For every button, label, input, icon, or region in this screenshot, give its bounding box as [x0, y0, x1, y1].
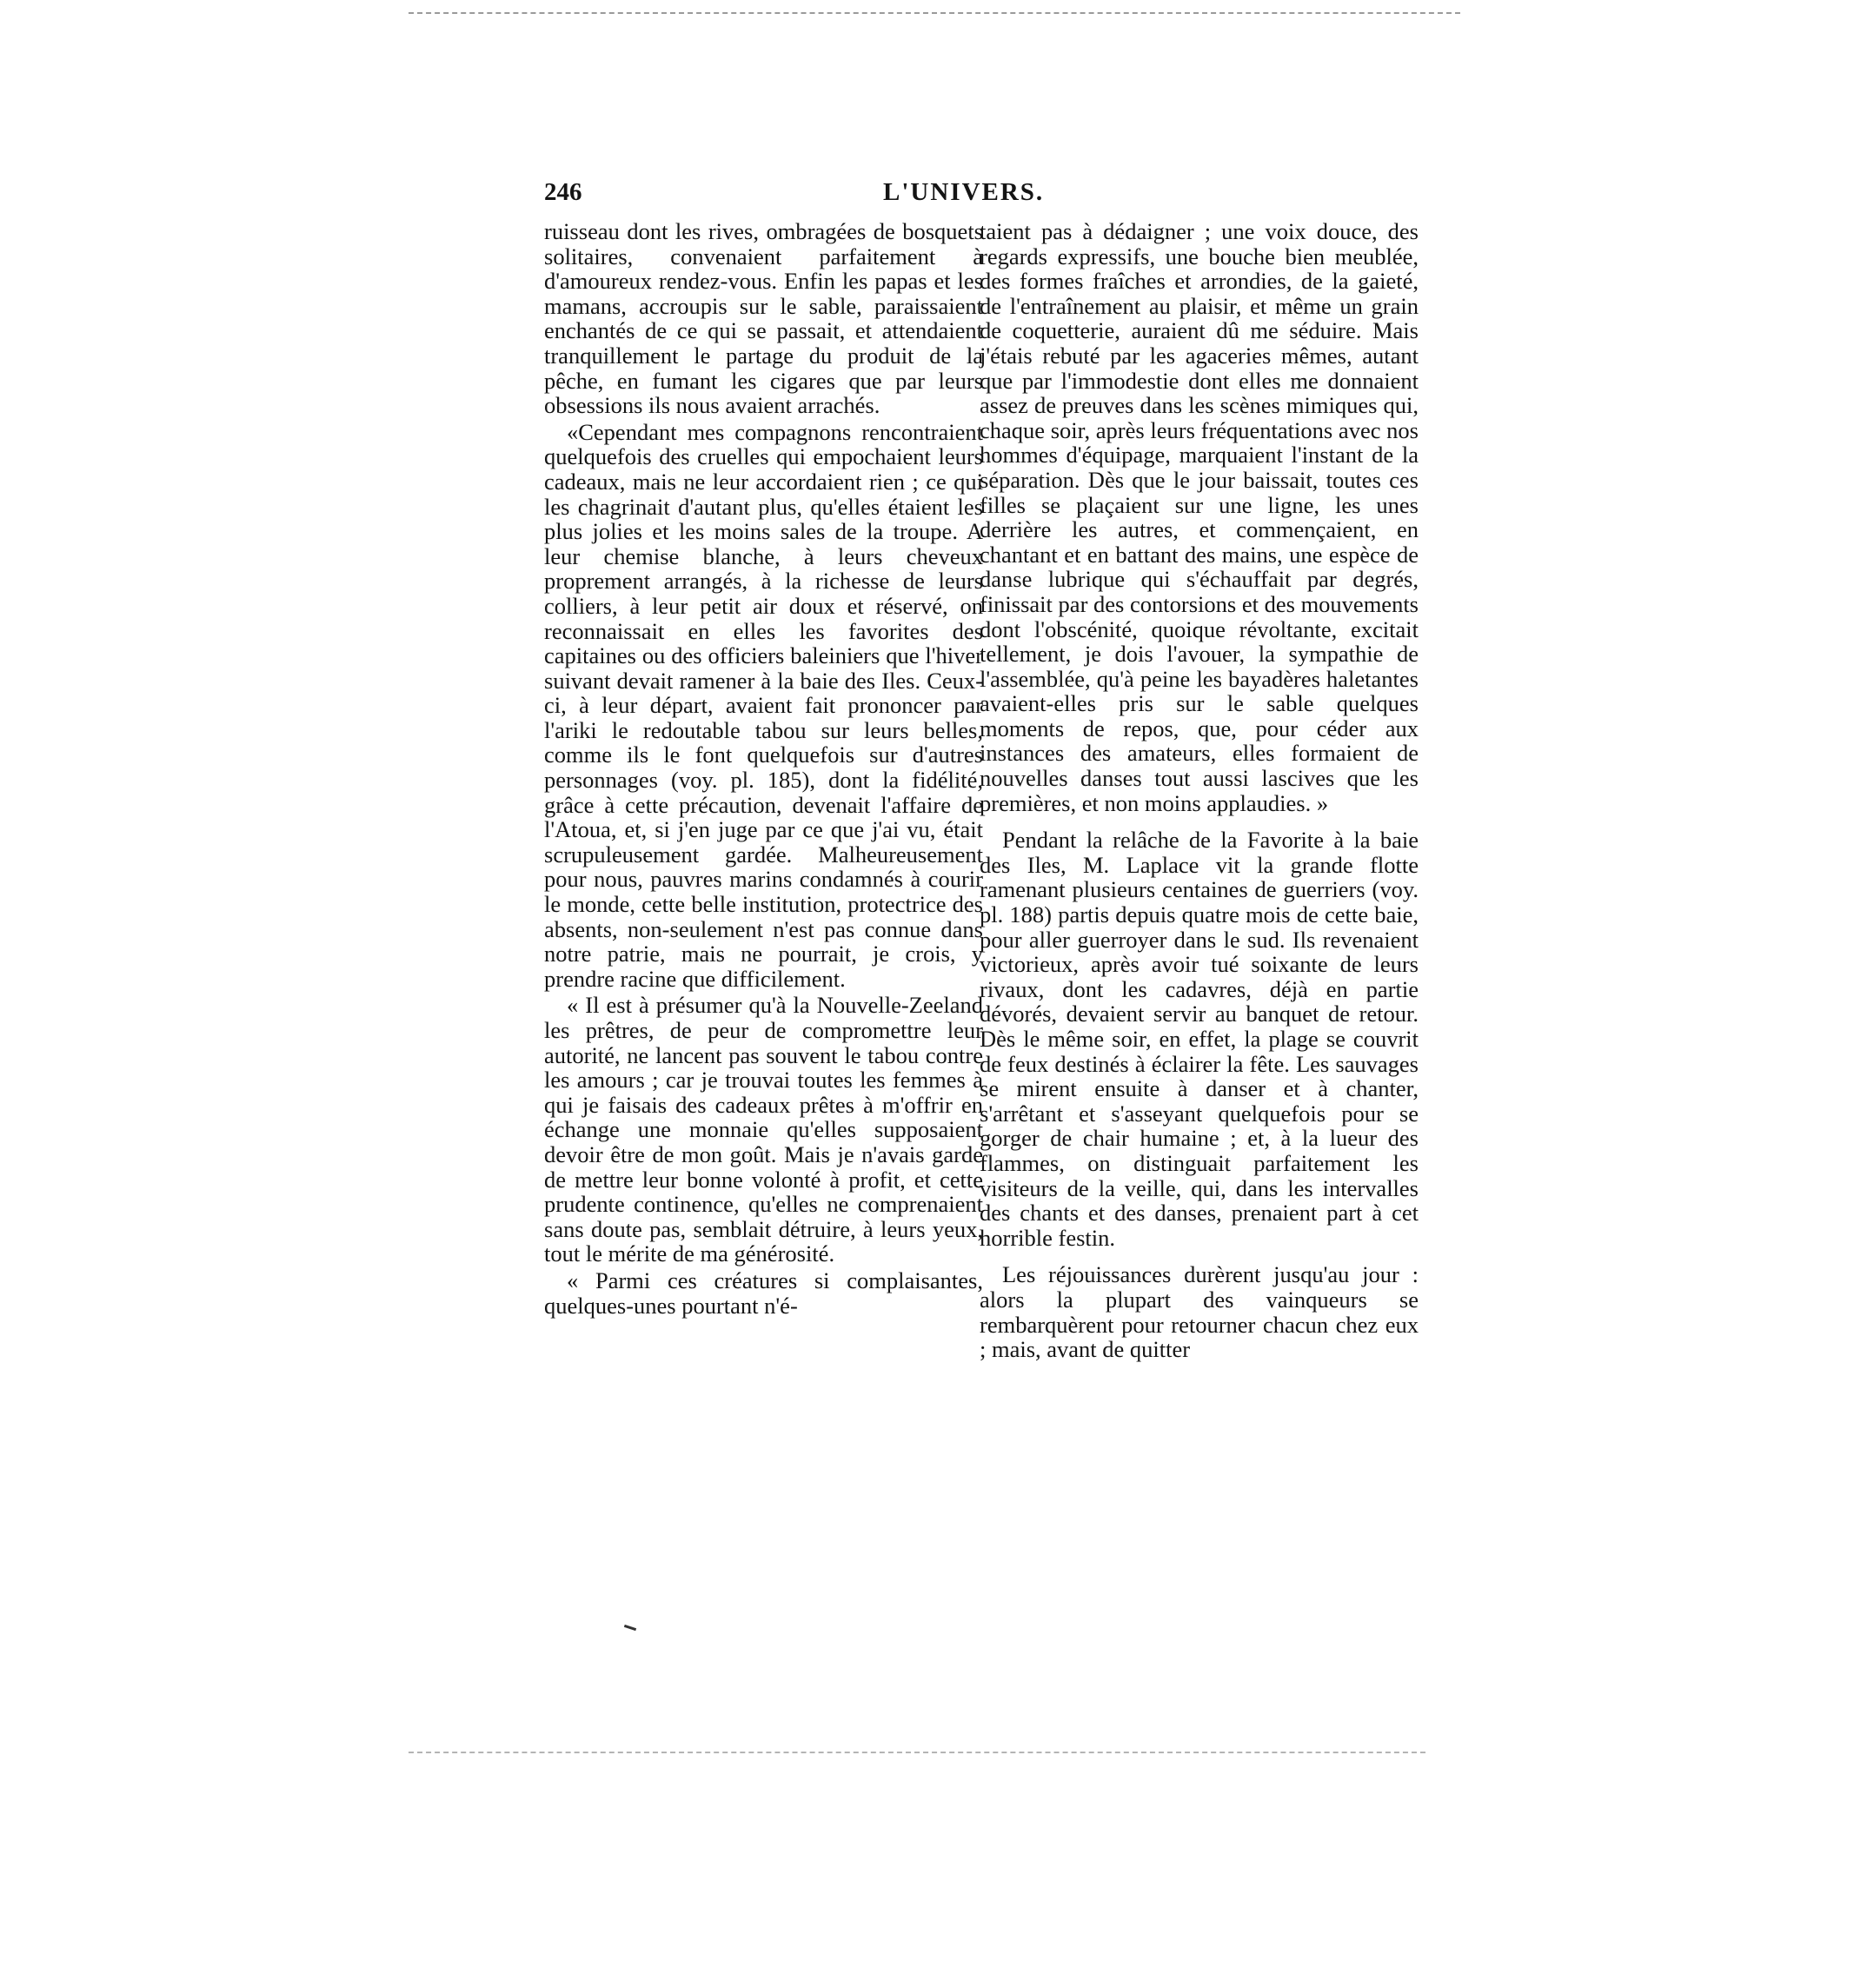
running-head: [544, 170, 1413, 214]
page-number: 246: [544, 178, 582, 206]
running-title: L'UNIVERS.: [883, 178, 1045, 206]
paragraph: Pendant la relâche de la Favorite à la baie des Iles, M. Laplace vit la grande flotte ramenant plusieurs centaines de guerriers (voy. pl. 188) partis depuis quatre mois de cette baie, pour aller guerroyer dans le sud. Ils revenaient victorieux, après avoir tué soixante de leurs rivaux, dont les cadavres, déjà en partie dévorés, devaient servir au banquet de retour. Dès le même soir, en effet, la plage se couvrit de feux destinés à éclairer la fête. Les sauvages se mirent ensuite à danser et à chanter, s'arrêtant et s'asseyant quelquefois pour se gorger de chair humaine ; et, à la lueur des flammes, on distinguait parfaitement les visiteurs de la veille, qui, dans les intervalles des chants et des danses, prenaient part à cet horrible festin.: [980, 827, 1419, 1251]
scan-border-bottom: [409, 1752, 1425, 1753]
paragraph: ruisseau dont les rives, ombragées de bosquets solitaires, convenaient parfaitement à d'amoureux rendez-vous. Enfin les papas et les mamans, accroupis sur le sable, paraissaient enchantés de ce qui se passait, et attendaient tranquillement le partage du produit de la pêche, en fumant les cigares que par leurs obsessions ils nous avaient arrachés.: [544, 218, 983, 419]
paragraph: Les réjouissances durèrent jusqu'au jour : alors la plupart des vainqueurs se rembarquèrent pour retourner chacun chez eux ; mais, avant de quitter: [980, 1261, 1419, 1363]
paragraph: «Cependant mes compagnons rencontraient quelquefois des cruelles qui empochaient leurs cadeaux, mais ne leur accordaient rien ; ce qui les chagrinait d'autant plus, qu'elles étaient les plus jolies et les moins sales de la troupe. A leur chemise blanche, à leurs cheveux proprement arrangés, à la richesse de leurs colliers, à leur petit air doux et réservé, on reconnaissait en elles les favorites des capitaines ou des officiers baleiniers que l'hiver suivant devait ramener à la baie des Iles. Ceux-ci, à leur départ, avaient fait prononcer par l'ariki le redoutable tabou sur leurs belles, comme ils le font quelquefois sur d'autres personnages (voy. pl. 185), dont la fidélité, grâce à cette précaution, devenait l'affaire de l'Atoua, et, si j'en juge par ce que j'ai vu, était scrupuleusement gardée. Malheureusement pour nous, pauvres marins condamnés à courir le monde, cette belle institution, protectrice des absents, non-seulement n'est pas connue dans notre patrie, mais ne pourrait, je crois, y prendre racine que difficilement.: [544, 418, 983, 992]
scan-speck: [624, 1625, 636, 1631]
paragraph: taient pas à dédaigner ; une voix douce, des regards expressifs, une bouche bien meublée, des formes fraîches et arrondies, de la gaieté, de l'entraînement au plaisir, et même un grain de coquetterie, auraient dû me séduire. Mais j'étais rebuté par les agaceries mêmes, autant que par l'immodestie dont elles me donnaient assez de preuves dans les scènes mimiques qui, chaque soir, après leurs fréquentations avec nos hommes d'équipage, marquaient l'instant de la séparation. Dès que le jour baissait, toutes ces filles se plaçaient sur une ligne, les unes derrière les autres, et commençaient, en chantant et en battant des mains, une espèce de danse lubrique qui s'échauffait par degrés, finissait par des contorsions et des mouvements dont l'obscénité, quoique révoltante, excitait tellement, je dois l'avouer, la sympathie de l'assemblée, qu'à peine les bayadères haletantes avaient-elles pris sur le sable quelques moments de repos, que, pour céder aux instances des amateurs, elles formaient de nouvelles danses tout aussi lascives que les premières, et non moins applaudies. »: [980, 218, 1419, 816]
scan-border-top: [409, 12, 1460, 14]
paragraph: « Parmi ces créatures si complaisantes, quelques-unes pourtant n'é-: [544, 1267, 983, 1319]
left-column: [544, 219, 983, 1318]
paragraph: « Il est à présumer qu'à la Nouvelle-Zeeland les prêtres, de peur de compromettre leur autorité, ne lancent pas souvent le tabou contre les amours ; car je trouvai toutes les femmes à qui je faisais des cadeaux prêtes à m'offrir en échange une monnaie qu'elles supposaient devoir être de mon goût. Mais je n'avais garde de mettre leur bonne volonté à profit, et cette prudente continence, qu'elles ne comprenaient sans doute pas, semblait détruire, à leurs yeux, tout le mérite de ma générosité.: [544, 992, 983, 1267]
right-column: [980, 219, 1419, 1362]
